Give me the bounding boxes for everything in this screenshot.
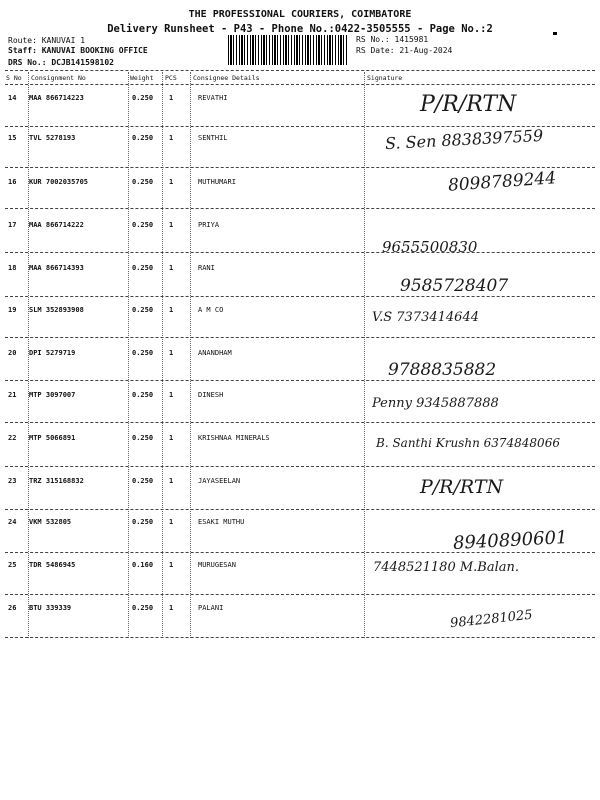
cell-pcs: 1	[169, 561, 174, 569]
table-top-rule	[5, 70, 595, 71]
col-divider	[190, 72, 191, 638]
cell-consignment: MTP 3097007	[29, 391, 76, 399]
cell-sno: 22	[8, 434, 17, 442]
row-rule	[5, 252, 595, 253]
cell-sno: 17	[8, 221, 17, 229]
cell-consignee: RANI	[198, 264, 215, 272]
col-header-consignment: Consignment No	[31, 74, 86, 82]
cell-pcs: 1	[169, 94, 174, 102]
row-rule	[5, 337, 595, 338]
col-divider	[128, 72, 129, 638]
cell-consignment: MAA 866714223	[29, 94, 84, 102]
cell-weight: 0.250	[132, 178, 154, 186]
cell-sno: 18	[8, 264, 17, 272]
cell-consignment: VKM 532805	[29, 518, 72, 526]
cell-consignee: SENTHIL	[198, 134, 228, 142]
col-header-signature: Signature	[367, 74, 403, 82]
cell-consignment: BTU 339339	[29, 604, 72, 612]
signature-handwriting: 9842281025	[449, 607, 534, 632]
cell-sno: 21	[8, 391, 17, 399]
cell-sno: 26	[8, 604, 17, 612]
cell-consignee: REVATHI	[198, 94, 228, 102]
cell-sno: 25	[8, 561, 17, 569]
signature-handwriting: 9788835882	[388, 360, 497, 380]
cell-pcs: 1	[169, 604, 174, 612]
row-rule	[5, 296, 595, 297]
cell-consignee: JAYASEELAN	[198, 477, 241, 485]
row-rule	[5, 208, 595, 209]
col-header-consignee: Consignee Details	[193, 74, 260, 82]
signature-handwriting: 8098789244	[447, 168, 557, 196]
cell-weight: 0.250	[132, 518, 154, 526]
cell-pcs: 1	[169, 264, 174, 272]
row-rule	[5, 637, 595, 638]
signature-handwriting: V.S 7373414644	[372, 310, 479, 325]
cell-sno: 24	[8, 518, 17, 526]
cell-consignee: PRIYA	[198, 221, 220, 229]
company-title: THE PROFESSIONAL COURIERS, COIMBATORE	[188, 9, 412, 20]
cell-consignee: DINESH	[198, 391, 224, 399]
staff-label: Staff: KANUVAI BOOKING OFFICE	[8, 46, 148, 55]
signature-handwriting: S. Sen 8838397559	[384, 125, 544, 154]
cell-sno: 20	[8, 349, 17, 357]
cell-pcs: 1	[169, 349, 174, 357]
cell-consignment: MAA 866714222	[29, 221, 84, 229]
cell-sno: 14	[8, 94, 17, 102]
cell-pcs: 1	[169, 178, 174, 186]
cell-sno: 23	[8, 477, 17, 485]
row-rule	[5, 422, 595, 423]
signature-handwriting: 8940890601	[452, 527, 569, 554]
row-rule	[5, 380, 595, 381]
cell-pcs: 1	[169, 518, 174, 526]
cell-consignee: KRISHNAA MINERALS	[198, 434, 270, 442]
cell-weight: 0.250	[132, 391, 154, 399]
col-divider	[162, 72, 163, 638]
signature-handwriting: P/R/RTN	[420, 92, 517, 117]
cell-weight: 0.160	[132, 561, 154, 569]
route-label: Route: KANUVAI 1	[8, 36, 86, 45]
col-divider	[364, 72, 365, 638]
signature-handwriting: 7448521180 M.Balan.	[373, 560, 520, 575]
signature-handwriting: P/R/RTN	[420, 476, 504, 498]
cell-consignment: MTP 5066891	[29, 434, 76, 442]
runsheet-subtitle: Delivery Runsheet - P43 - Phone No.:0422-3505555 - Page No.:2	[107, 23, 493, 35]
cell-sno: 15	[8, 134, 17, 142]
col-header-sno: S No	[6, 74, 22, 82]
cell-consignment: MAA 866714393	[29, 264, 84, 272]
cell-consignment: TVL 5278193	[29, 134, 76, 142]
drs-number: DRS No.: DCJB141598102	[8, 58, 114, 67]
signature-handwriting: 9585728407	[400, 276, 509, 296]
cell-consignment: TDR 5486945	[29, 561, 76, 569]
cell-consignment: SLM 352893908	[29, 306, 84, 314]
cell-consignee: MUTHUMARI	[198, 178, 236, 186]
col-header-weight: Weight	[130, 74, 154, 82]
cell-weight: 0.250	[132, 264, 154, 272]
signature-handwriting: B. Santhi Krushn 6374848066	[376, 436, 560, 450]
cell-pcs: 1	[169, 477, 174, 485]
cell-consignee: MURUGESAN	[198, 561, 236, 569]
signature-handwriting: 9655500830	[382, 238, 478, 256]
cell-pcs: 1	[169, 306, 174, 314]
row-rule	[5, 167, 595, 168]
row-rule	[5, 552, 595, 553]
cell-pcs: 1	[169, 434, 174, 442]
rs-number: RS No.: 1415981	[356, 35, 429, 44]
cell-consignee: A M CO	[198, 306, 224, 314]
header-bottom-rule	[5, 84, 595, 85]
cell-weight: 0.250	[132, 604, 154, 612]
rs-date: RS Date: 21-Aug-2024	[356, 46, 453, 55]
ink-dot	[553, 32, 557, 35]
cell-pcs: 1	[169, 221, 174, 229]
row-rule	[5, 466, 595, 467]
cell-sno: 16	[8, 178, 17, 186]
cell-weight: 0.250	[132, 306, 154, 314]
cell-consignee: ESAKI MUTHU	[198, 518, 245, 526]
cell-sno: 19	[8, 306, 17, 314]
cell-consignment: DPI 5279719	[29, 349, 76, 357]
col-header-pcs: PCS	[165, 74, 177, 82]
cell-pcs: 1	[169, 134, 174, 142]
cell-consignment: KUR 7002035705	[29, 178, 89, 186]
cell-pcs: 1	[169, 391, 174, 399]
cell-weight: 0.250	[132, 349, 154, 357]
cell-weight: 0.250	[132, 94, 154, 102]
cell-consignment: TRZ 315168832	[29, 477, 84, 485]
row-rule	[5, 509, 595, 510]
cell-weight: 0.250	[132, 477, 154, 485]
cell-consignee: ANANDHAM	[198, 349, 232, 357]
cell-weight: 0.250	[132, 221, 154, 229]
signature-handwriting: Penny 9345887888	[372, 396, 499, 411]
barcode	[228, 35, 348, 65]
cell-consignee: PALANI	[198, 604, 224, 612]
row-rule	[5, 594, 595, 595]
cell-weight: 0.250	[132, 134, 154, 142]
cell-weight: 0.250	[132, 434, 154, 442]
